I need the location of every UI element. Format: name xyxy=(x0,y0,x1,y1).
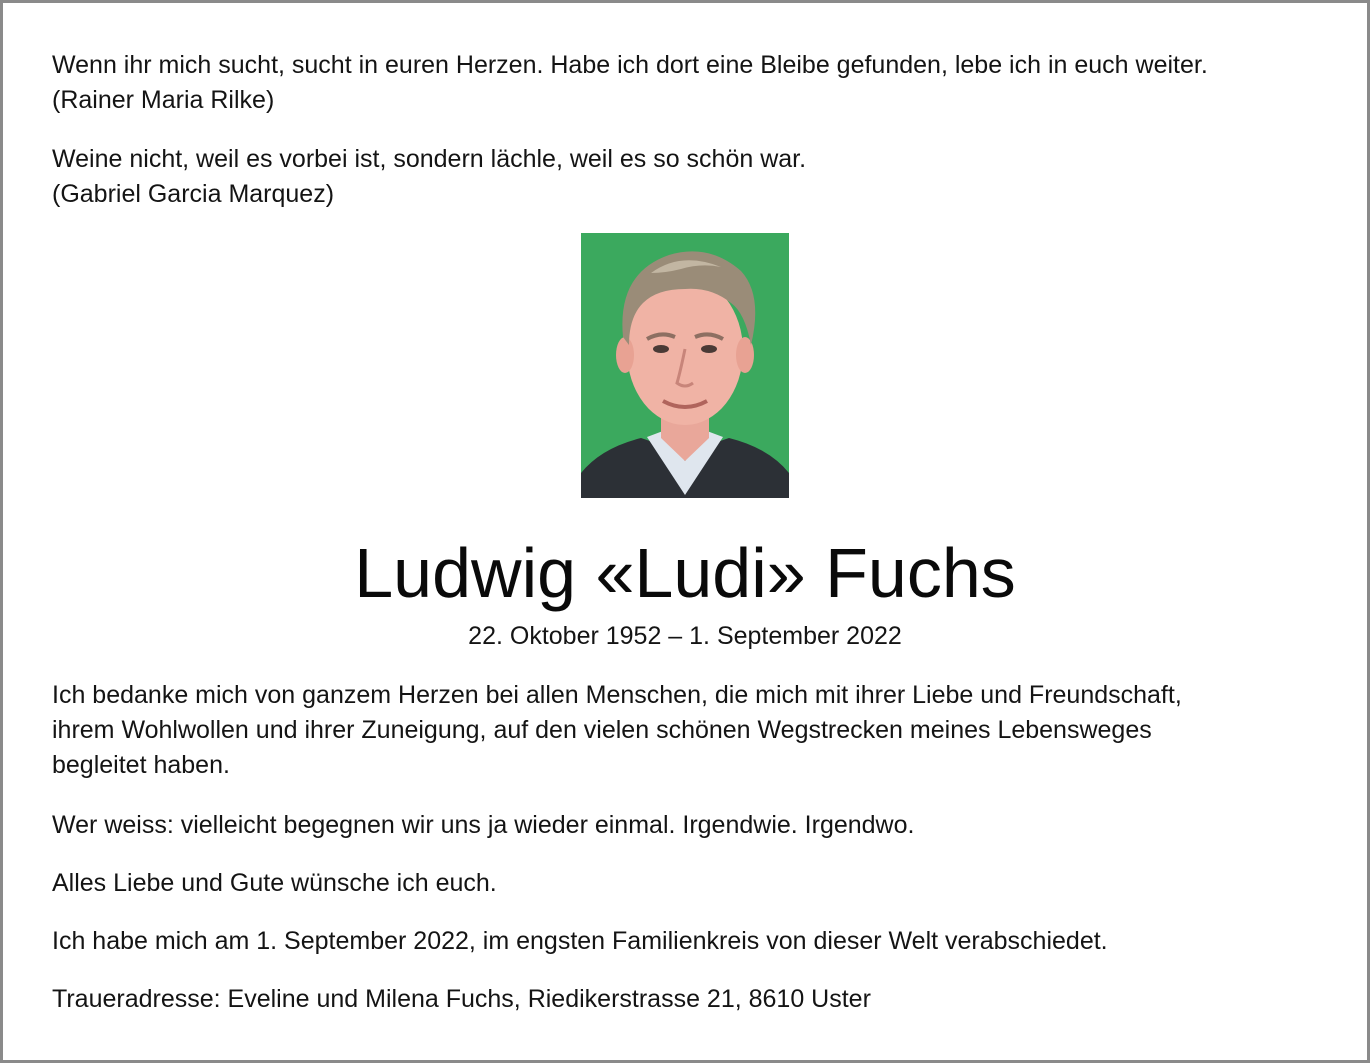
portrait-illustration xyxy=(581,233,789,498)
thanks-paragraph xyxy=(52,678,1322,783)
portrait-photo xyxy=(581,233,789,498)
quote-author: (Rainer Maria Rilke) xyxy=(52,86,275,114)
who-knows-paragraph: Wer weiss: vielleicht begegnen wir uns ja wieder einmal. Irgendwie. Irgendwo. xyxy=(52,811,915,839)
farewell-paragraph: Ich habe mich am 1. September 2022, im engsten Familienkreis von dieser Welt verabschiedet. xyxy=(52,927,1108,955)
quote-marquez xyxy=(52,142,1322,212)
quote-text: Wenn ihr mich sucht, sucht in euren Herzen. Habe ich dort eine Bleibe gefunden, lebe ich in euch weiter. xyxy=(52,51,1208,79)
life-dates: 22. Oktober 1952 – 1. September 2022 xyxy=(468,622,902,650)
quote-rilke xyxy=(52,48,1322,118)
thanks-line: Ich bedanke mich von ganzem Herzen bei allen Menschen, die mich mit ihrer Liebe und Freundschaft, xyxy=(52,681,1182,709)
deceased-name: Ludwig «Ludi» Fuchs xyxy=(354,534,1016,612)
mourning-address: Traueradresse: Eveline und Milena Fuchs, Riedikerstrasse 21, 8610 Uster xyxy=(52,985,871,1013)
quote-text: Weine nicht, weil es vorbei ist, sondern lächle, weil es so schön war. xyxy=(52,145,807,173)
quote-author: (Gabriel Garcia Marquez) xyxy=(52,180,335,208)
thanks-line: begleitet haben. xyxy=(52,751,230,779)
wishes-paragraph: Alles Liebe und Gute wünsche ich euch. xyxy=(52,869,497,897)
thanks-line: ihrem Wohlwollen und ihrer Zuneigung, auf den vielen schönen Wegstrecken meines Lebensweges xyxy=(52,716,1152,744)
